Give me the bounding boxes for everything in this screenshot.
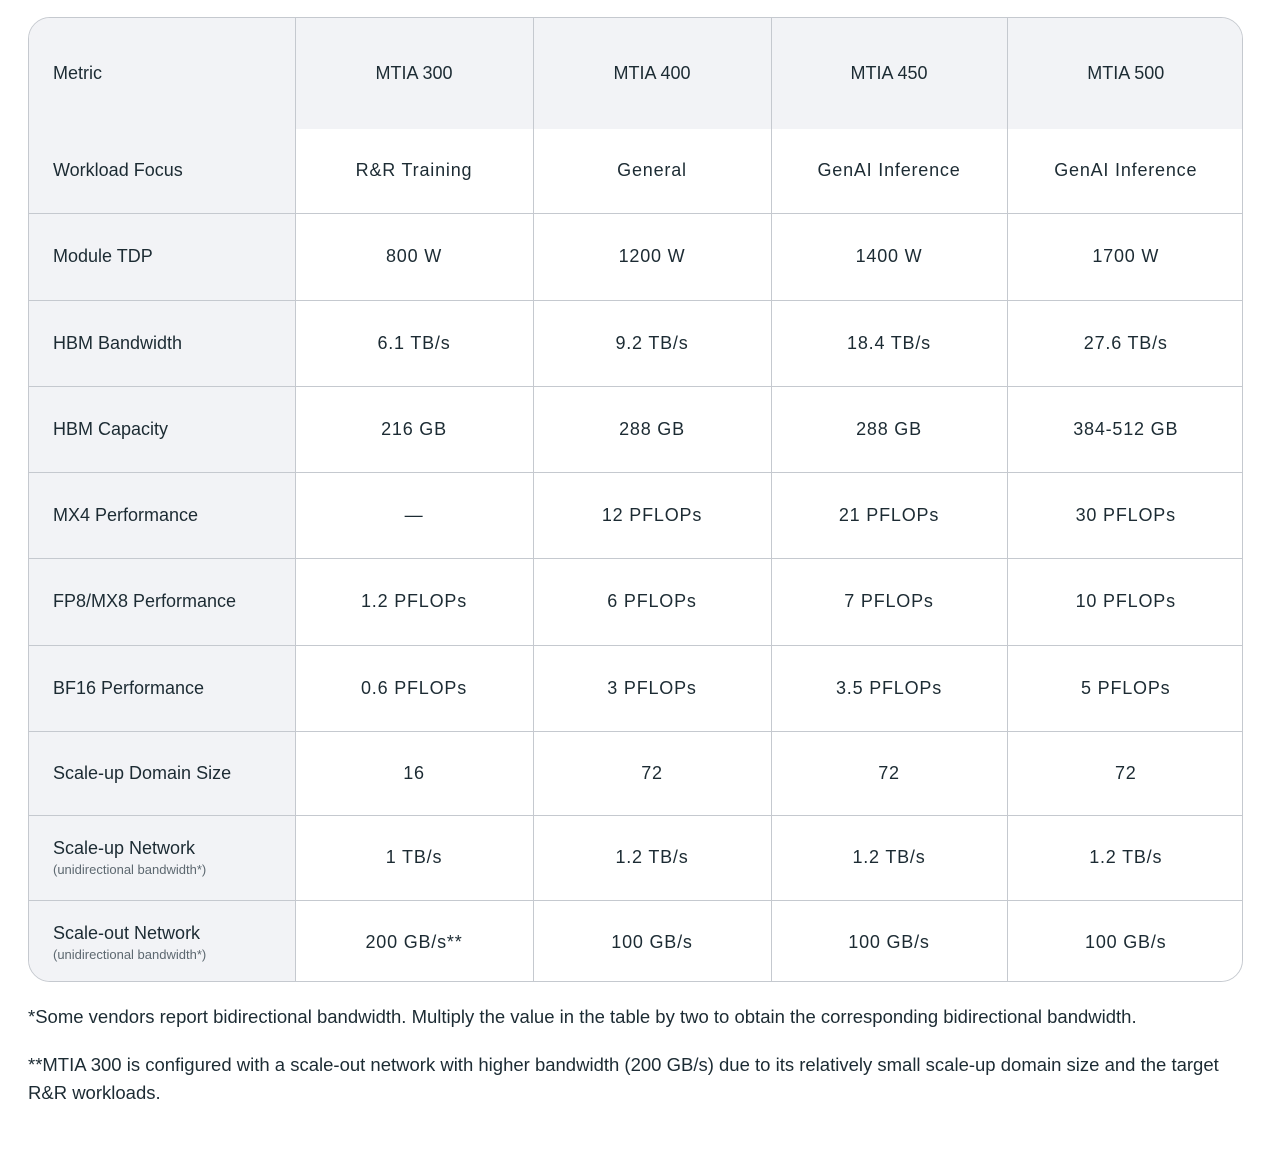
metric-name: Module TDP [53,246,153,266]
cell-mtia-500: 10 PFLOPs [1007,558,1243,645]
table-header-row [29,18,1243,129]
cell-mtia-300: R&R Training [295,129,533,213]
cell-mtia-400: 6 PFLOPs [533,558,771,645]
metric-note: (unidirectional bandwidth*) [53,862,207,877]
row-metric-label [29,900,295,982]
cell-mtia-300: 1.2 PFLOPs [295,558,533,645]
cell-mtia-450: GenAI Inference [771,129,1007,213]
cell-mtia-300: 1 TB/s [295,815,533,900]
metric-name: HBM Capacity [53,418,169,439]
cell-mtia-300: 216 GB [295,386,533,472]
spec-table-container [28,17,1243,982]
footnote-bidirectional: *Some vendors report bidirectional bandwidth. Multiply the value in the table by two to obtain the corresponding bidirectional bandwidth. [28,1006,1137,1027]
column-header-mtia-400: MTIA 400 [533,18,771,129]
cell-mtia-300: 0.6 PFLOPs [295,645,533,731]
row-metric-label [29,386,295,472]
row-metric-label [29,645,295,731]
metric-name: Workload Focus [53,160,183,181]
row-metric-label [29,213,295,300]
column-header-mtia-450: MTIA 450 [771,18,1007,129]
metric-name: HBM Bandwidth [53,332,183,353]
cell-mtia-400: 100 GB/s [533,900,771,982]
cell-mtia-300: — [295,472,533,558]
cell-mtia-400: 9.2 TB/s [533,300,771,386]
cell-mtia-400: General [533,129,771,213]
footnote-mtia-300-scale-out: **MTIA 300 is configured with a scale-out network with higher bandwidth (200 GB/s) due to its relatively small scale-up domain size and the target R&R workloads. [28,1054,1219,1103]
cell-mtia-500: 1700 W [1007,213,1243,300]
cell-mtia-400: 1.2 TB/s [533,815,771,900]
table-row [29,900,1243,982]
row-metric-label [29,129,295,213]
column-header-mtia-500: MTIA 500 [1007,18,1243,129]
row-metric-label [29,472,295,558]
cell-mtia-450: 1400 W [771,213,1007,300]
cell-mtia-450: 18.4 TB/s [771,300,1007,386]
cell-mtia-450: 1.2 TB/s [771,815,1007,900]
column-header-metric: Metric [29,18,295,129]
cell-mtia-450: 288 GB [771,386,1007,472]
table-row [29,815,1243,900]
row-metric-label [29,300,295,386]
cell-mtia-500: 27.6 TB/s [1007,300,1243,386]
cell-mtia-300: 6.1 TB/s [295,300,533,386]
cell-mtia-500: GenAI Inference [1007,129,1243,213]
cell-mtia-500: 5 PFLOPs [1007,645,1243,731]
table-row [29,472,1243,558]
table-body [29,129,1243,982]
table-row [29,129,1243,213]
row-metric-label [29,558,295,645]
cell-mtia-500: 384-512 GB [1007,386,1243,472]
cell-mtia-450: 21 PFLOPs [771,472,1007,558]
cell-mtia-450: 7 PFLOPs [771,558,1007,645]
table-row [29,386,1243,472]
cell-mtia-400: 1200 W [533,213,771,300]
metric-name: Scale-out Network [53,922,201,943]
metric-name: Scale-up Domain Size [53,762,232,783]
cell-mtia-500: 30 PFLOPs [1007,472,1243,558]
metric-name: FP8/MX8 Performance [53,591,237,611]
cell-mtia-400: 3 PFLOPs [533,645,771,731]
table-row [29,558,1243,645]
footnotes [28,1003,1243,1127]
table-row [29,213,1243,300]
cell-mtia-300: 800 W [295,213,533,300]
cell-mtia-500: 72 [1007,731,1243,815]
cell-mtia-450: 72 [771,731,1007,815]
row-metric-label [29,731,295,815]
cell-mtia-500: 100 GB/s [1007,900,1243,982]
metric-note: (unidirectional bandwidth*) [53,946,207,962]
table-row [29,731,1243,815]
cell-mtia-300: 200 GB/s** [295,900,533,982]
metric-name: MX4 Performance [53,504,199,525]
cell-mtia-450: 3.5 PFLOPs [771,645,1007,731]
table-row [29,645,1243,731]
column-header-mtia-300: MTIA 300 [295,18,533,129]
metric-name: BF16 Performance [53,677,205,698]
cell-mtia-400: 12 PFLOPs [533,472,771,558]
metric-name: Scale-up Network [53,838,196,858]
cell-mtia-400: 72 [533,731,771,815]
cell-mtia-300: 16 [295,731,533,815]
row-metric-label [29,815,295,900]
spec-comparison-table [29,18,1243,982]
table-row [29,300,1243,386]
cell-mtia-400: 288 GB [533,386,771,472]
cell-mtia-500: 1.2 TB/s [1007,815,1243,900]
cell-mtia-450: 100 GB/s [771,900,1007,982]
